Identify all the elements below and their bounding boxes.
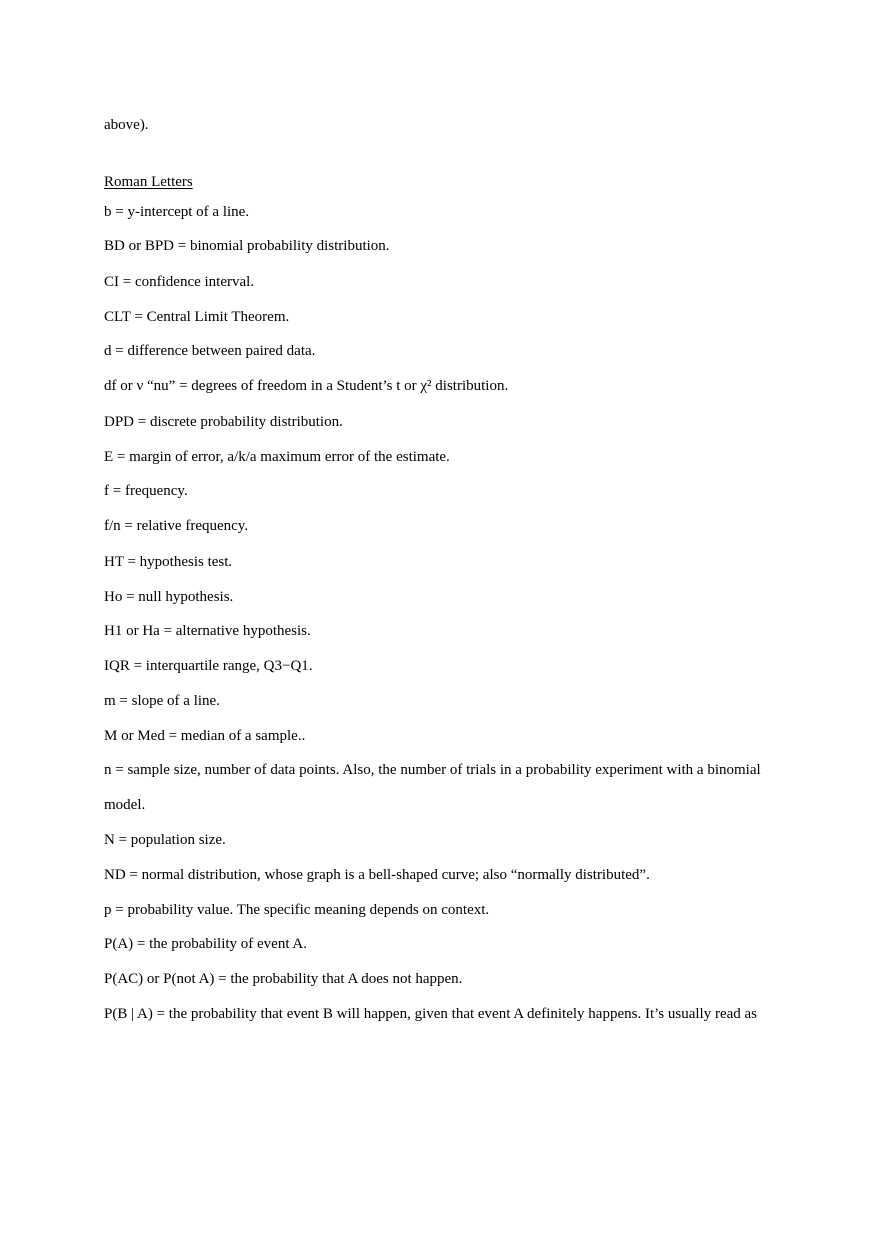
entry-m: m = slope of a line. [104, 693, 220, 709]
section-heading: Roman Letters [104, 174, 193, 190]
entry-b: b = y-intercept of a line. [104, 204, 250, 220]
entry-pa: P(A) = the probability of event A. [104, 936, 308, 952]
entry-pba: P(B | A) = the probability that event B will happen, given that event A definitely happens. It’s usually read as [104, 1006, 757, 1022]
entry-ci: CI = confidence interval. [104, 274, 255, 290]
entry-clt: CLT = Central Limit Theorem. [104, 309, 290, 325]
entry-fn: f/n = relative frequency. [104, 518, 249, 534]
entry-n-population: N = population size. [104, 832, 226, 848]
entry-bd: BD or BPD = binomial probability distribution. [104, 238, 390, 254]
entry-f: f = frequency. [104, 483, 188, 499]
entry-pac: P(AC) or P(not A) = the probability that A does not happen. [104, 971, 463, 987]
entry-e: E = margin of error, a/k/a maximum error of the estimate. [104, 449, 450, 465]
entry-n: n = sample size, number of data points. Also, the number of trials in a probability experiment with a binomial [104, 762, 761, 778]
entry-h1: H1 or Ha = alternative hypothesis. [104, 623, 311, 639]
entry-iqr: IQR = interquartile range, Q3−Q1. [104, 658, 313, 674]
continuation-text: above). [104, 117, 149, 133]
entry-p: p = probability value. The specific meaning depends on context. [104, 902, 490, 918]
entry-n-continued: model. [104, 797, 146, 813]
entry-dpd: DPD = discrete probability distribution. [104, 414, 343, 430]
entry-ho: Ho = null hypothesis. [104, 589, 234, 605]
entry-ht: HT = hypothesis test. [104, 554, 233, 570]
entry-d: d = difference between paired data. [104, 343, 316, 359]
entry-med: M or Med = median of a sample.. [104, 728, 306, 744]
entry-df: df or ν “nu” = degrees of freedom in a Student’s t or χ² distribution. [104, 378, 509, 394]
entry-nd: ND = normal distribution, whose graph is a bell-shaped curve; also “normally distributed”. [104, 867, 650, 883]
